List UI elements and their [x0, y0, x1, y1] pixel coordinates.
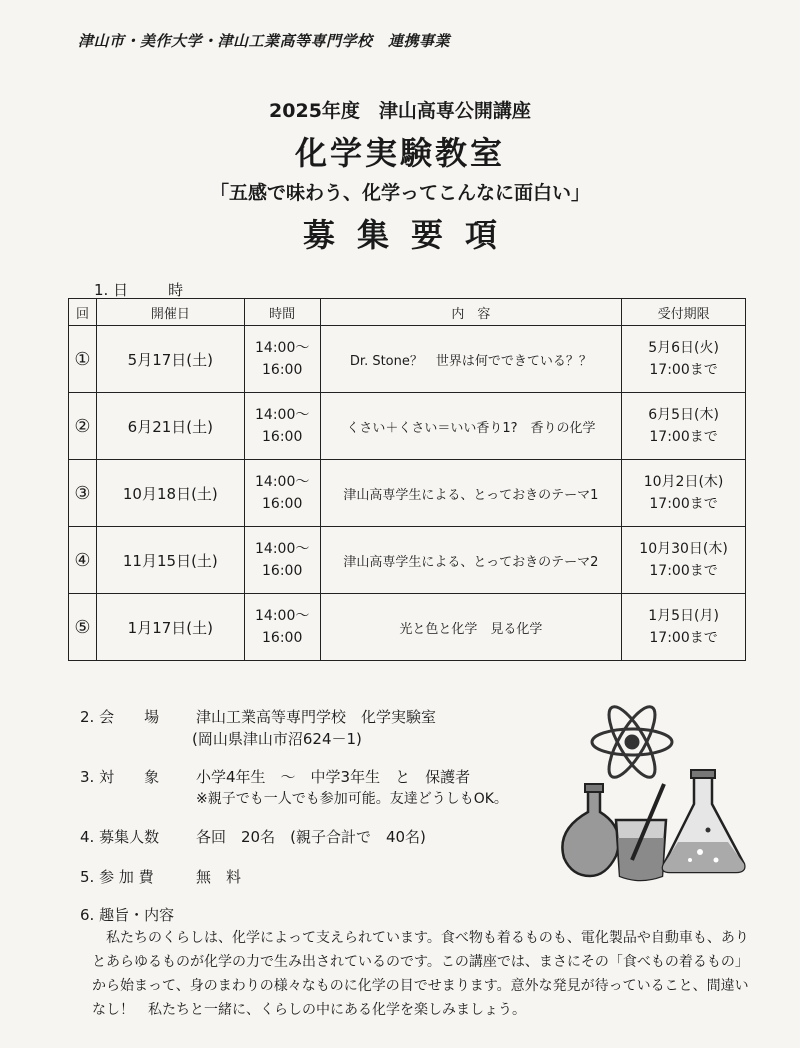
- session-time: 14:00〜 16:00: [244, 527, 320, 594]
- col-header-content: 内 容: [320, 299, 621, 326]
- session-number: ③: [69, 460, 97, 527]
- collaboration-banner: 津山市・美作大学・津山工業高等専門学校 連携事業: [78, 32, 451, 50]
- session-number: ④: [69, 527, 97, 594]
- section-label-b: 時: [168, 281, 184, 299]
- recruitment-heading: 募集要項: [302, 216, 519, 254]
- session-content: Dr. Stone？ 世界は何でできている？？: [320, 326, 621, 393]
- chemistry-illustration: [560, 700, 760, 890]
- conical-flask-icon: [663, 770, 744, 872]
- session-date: 10月18日(土): [96, 460, 244, 527]
- venue-label: 2. 会 場: [80, 708, 160, 726]
- atom-icon: [592, 701, 672, 783]
- capacity-value: 各回 20名 (親子合計で 40名): [196, 828, 426, 846]
- col-header-deadline: 受付期限: [622, 299, 746, 326]
- purpose-text: 私たちのくらしは、化学によって支えられています。食べ物も着るものも、電化製品や自動車も、ありとあらゆるものが化学の力で生み出されているのです。この講座では、まさにその「食べもの着るもの」から始まって、身のまわりの様々なものに化学の目でせまります。意外な発見が待っていること、間違いなし！ 私たちと一緒に、くらしの中にある化学を楽しみましょう。: [92, 930, 749, 1018]
- purpose-label: 6. 趣旨・内容: [80, 906, 175, 924]
- capacity-label: 4. 募集人数: [80, 828, 160, 846]
- flask-round-icon: [562, 784, 618, 876]
- schedule-table: [68, 298, 746, 661]
- session-deadline: 10月30日(木) 17:00まで: [622, 527, 746, 594]
- table-row: [69, 393, 746, 460]
- course-title: 化学実験教室: [294, 134, 505, 172]
- session-content: 津山高専学生による、とっておきのテーマ2: [320, 527, 621, 594]
- session-time: 14:00〜 16:00: [244, 393, 320, 460]
- col-header-number: 回: [69, 299, 97, 326]
- session-content: 光と色と化学 見る化学: [320, 594, 621, 661]
- session-date: 6月21日(土): [96, 393, 244, 460]
- session-number: ①: [69, 326, 97, 393]
- table-row: [69, 460, 746, 527]
- col-header-time: 時間: [244, 299, 320, 326]
- course-subtitle: 「五感で味わう、化学ってこんなに面白い」: [209, 182, 590, 204]
- session-number: ⑤: [69, 594, 97, 661]
- session-time: 14:00〜 16:00: [244, 326, 320, 393]
- session-deadline: 6月5日(木) 17:00まで: [622, 393, 746, 460]
- session-date: 11月15日(土): [96, 527, 244, 594]
- table-row: [69, 594, 746, 661]
- venue-address: (岡山県津山市沼624－1): [192, 730, 362, 748]
- target-label: 3. 対 象: [80, 768, 160, 786]
- target-note: ※親子でも一人でも参加可能。友達どうしもOK。: [196, 791, 508, 807]
- section-number: 1.: [94, 281, 109, 299]
- session-deadline: 5月6日(火) 17:00まで: [622, 326, 746, 393]
- target-value: 小学4年生 ～ 中学3年生 と 保護者: [196, 768, 471, 786]
- beaker-icon: [616, 784, 666, 880]
- table-row: [69, 326, 746, 393]
- course-year-heading: 2025年度 津山高専公開講座: [269, 100, 531, 122]
- session-deadline: 10月2日(木) 17:00まで: [622, 460, 746, 527]
- session-time: 14:00〜 16:00: [244, 594, 320, 661]
- session-content: くさい＋くさい＝いい香り1? 香りの化学: [320, 393, 621, 460]
- session-deadline: 1月5日(月) 17:00まで: [622, 594, 746, 661]
- fee-value: 無 料: [196, 868, 242, 886]
- table-row: [69, 527, 746, 594]
- venue-value: 津山工業高等専門学校 化学実験室: [196, 708, 437, 726]
- session-content: 津山高専学生による、とっておきのテーマ1: [320, 460, 621, 527]
- section-label-a: 日: [113, 281, 129, 299]
- session-date: 5月17日(土): [96, 326, 244, 393]
- section-datetime-heading: [94, 279, 183, 300]
- col-header-date: 開催日: [96, 299, 244, 326]
- table-header-row: [69, 299, 746, 326]
- capacity-section: [80, 826, 426, 848]
- venue-section: [80, 706, 436, 728]
- fee-section: [80, 866, 241, 888]
- session-number: ②: [69, 393, 97, 460]
- fee-label: 5. 参 加 費: [80, 868, 154, 886]
- session-time: 14:00〜 16:00: [244, 460, 320, 527]
- target-section: [80, 766, 470, 788]
- session-date: 1月17日(土): [96, 594, 244, 661]
